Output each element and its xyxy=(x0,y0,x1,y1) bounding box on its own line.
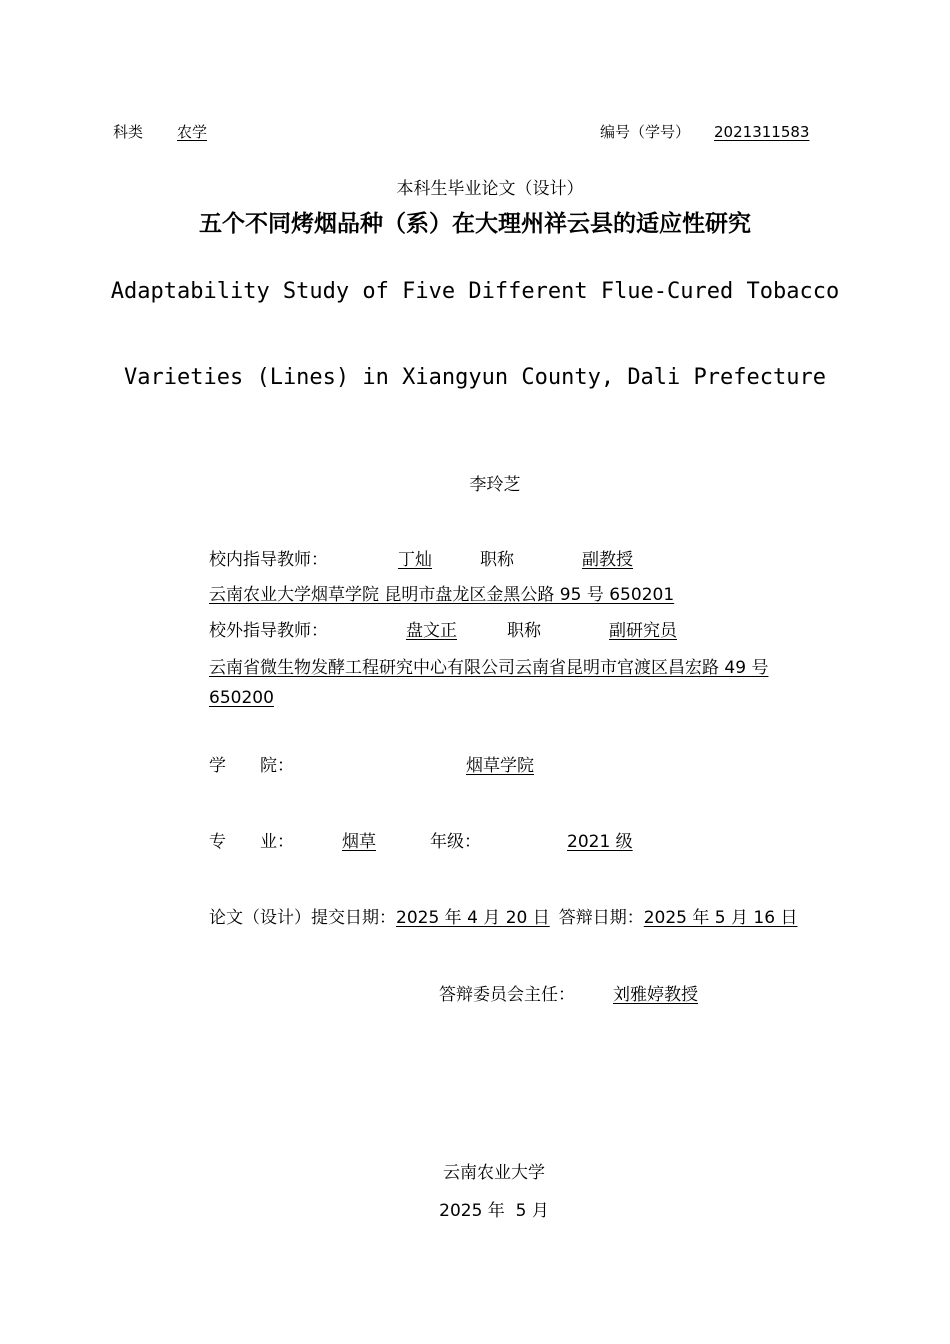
external-advisor-row xyxy=(209,616,755,641)
external-title-label: 职称 xyxy=(507,621,541,641)
external-advisor-name: 盘文正 xyxy=(406,621,457,641)
footer-date: 2025 年 5 月 xyxy=(439,1201,549,1221)
committee-chair-value: 刘雅婷教授 xyxy=(613,985,698,1005)
student-number-label: 编号（学号） xyxy=(600,123,691,141)
college-row xyxy=(209,751,534,776)
defense-date: 2025 年 5 月 16 日 xyxy=(643,908,798,928)
major-grade-row xyxy=(209,827,633,852)
submit-date: 2025 年 4 月 20 日 xyxy=(396,908,550,928)
external-advisor-address-line-1: 云南省微生物发酵工程研究中心有限公司云南省昆明市官渡区昌宏路 49 号 xyxy=(209,658,769,678)
major-label: 专 业： xyxy=(209,832,294,852)
external-advisor-title: 副研究员 xyxy=(609,621,677,641)
external-advisor-label: 校外指导教师： xyxy=(209,621,328,641)
category-label: 科类 xyxy=(113,123,144,141)
university-name: 云南农业大学 xyxy=(443,1163,545,1183)
grade-value: 2021 级 xyxy=(567,832,633,852)
external-advisor-address-line-2: 650200 xyxy=(209,688,274,708)
title-chinese: 五个不同烤烟品种（系）在大理州祥云县的适应性研究 xyxy=(199,211,751,237)
grade-label: 年级： xyxy=(430,832,481,852)
dates-row xyxy=(209,903,797,928)
title-english-line-1: Adaptability Study of Five Different Flue-Cured Tobacco xyxy=(110,279,840,304)
major-value: 烟草 xyxy=(342,832,376,852)
internal-advisor-title: 副教授 xyxy=(582,550,633,570)
committee-chair-label: 答辩委员会主任： xyxy=(439,985,575,1005)
internal-title-label: 职称 xyxy=(480,550,514,570)
category-row xyxy=(113,121,241,142)
internal-advisor-name: 丁灿 xyxy=(398,550,432,570)
category-value: 农学 xyxy=(177,123,208,141)
thesis-type: 本科生毕业论文（设计） xyxy=(396,179,584,199)
author-name: 李玲芝 xyxy=(469,475,521,495)
student-number-row xyxy=(600,121,809,142)
internal-advisor-label: 校内指导教师： xyxy=(209,550,328,570)
defense-date-label: 答辩日期： xyxy=(558,908,644,928)
internal-advisor-address: 云南农业大学烟草学院 昆明市盘龙区金黑公路 95 号 650201 xyxy=(209,585,675,605)
title-english-line-2: Varieties (Lines) in Xiangyun County, Dali Prefecture xyxy=(124,365,826,390)
student-number-value: 2021311583 xyxy=(714,123,810,141)
submit-date-label: 论文（设计）提交日期： xyxy=(209,908,396,928)
committee-chair-row xyxy=(439,980,726,1005)
internal-advisor-row xyxy=(209,545,739,570)
college-value: 烟草学院 xyxy=(466,756,534,776)
college-label: 学 院： xyxy=(209,756,294,776)
